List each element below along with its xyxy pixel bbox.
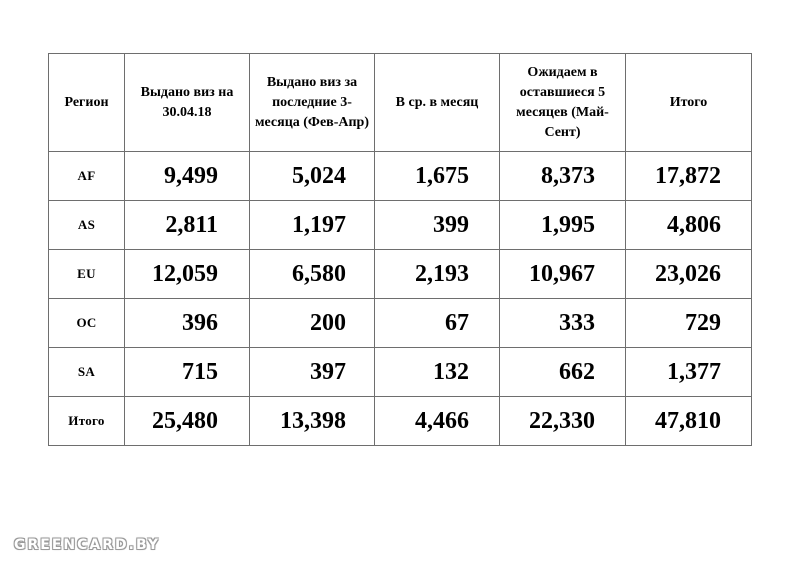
last3-cell: 6,580: [250, 250, 375, 299]
last3-cell: 397: [250, 348, 375, 397]
issued-cell: 9,499: [125, 152, 250, 201]
region-cell: OC: [49, 299, 125, 348]
average-cell: 2,193: [375, 250, 500, 299]
issued-cell: 715: [125, 348, 250, 397]
header-total: Итого: [626, 54, 752, 152]
header-monthly-average: В ср. в месяц: [375, 54, 500, 152]
region-cell: AF: [49, 152, 125, 201]
expected-cell: 662: [500, 348, 626, 397]
table-row: [49, 299, 752, 348]
average-cell: 67: [375, 299, 500, 348]
expected-cell: 22,330: [500, 397, 626, 446]
average-cell: 1,675: [375, 152, 500, 201]
header-expected: Ожидаем в оставшиеся 5 месяцев (Май-Сент): [500, 54, 626, 152]
total-cell: 47,810: [626, 397, 752, 446]
table-row: [49, 348, 752, 397]
header-last-3-months: Выдано виз за последние 3-месяца (Фев-Апр): [250, 54, 375, 152]
issued-cell: 25,480: [125, 397, 250, 446]
visa-statistics-table: [48, 53, 752, 446]
average-cell: 399: [375, 201, 500, 250]
total-cell: 729: [626, 299, 752, 348]
table-row: [49, 201, 752, 250]
last3-cell: 13,398: [250, 397, 375, 446]
last3-cell: 200: [250, 299, 375, 348]
total-cell: 23,026: [626, 250, 752, 299]
site-watermark: GREENCARD.BY: [14, 537, 160, 553]
header-region: Регион: [49, 54, 125, 152]
last3-cell: 5,024: [250, 152, 375, 201]
expected-cell: 1,995: [500, 201, 626, 250]
region-cell: SA: [49, 348, 125, 397]
region-cell: Итого: [49, 397, 125, 446]
region-cell: AS: [49, 201, 125, 250]
total-cell: 4,806: [626, 201, 752, 250]
last3-cell: 1,197: [250, 201, 375, 250]
region-cell: EU: [49, 250, 125, 299]
total-cell: 1,377: [626, 348, 752, 397]
issued-cell: 12,059: [125, 250, 250, 299]
issued-cell: 396: [125, 299, 250, 348]
table-row: [49, 152, 752, 201]
expected-cell: 333: [500, 299, 626, 348]
expected-cell: 10,967: [500, 250, 626, 299]
average-cell: 4,466: [375, 397, 500, 446]
total-cell: 17,872: [626, 152, 752, 201]
header-issued: Выдано виз на 30.04.18: [125, 54, 250, 152]
average-cell: 132: [375, 348, 500, 397]
total-row: [49, 397, 752, 446]
table-row: [49, 250, 752, 299]
issued-cell: 2,811: [125, 201, 250, 250]
expected-cell: 8,373: [500, 152, 626, 201]
table-header-row: [49, 54, 752, 152]
